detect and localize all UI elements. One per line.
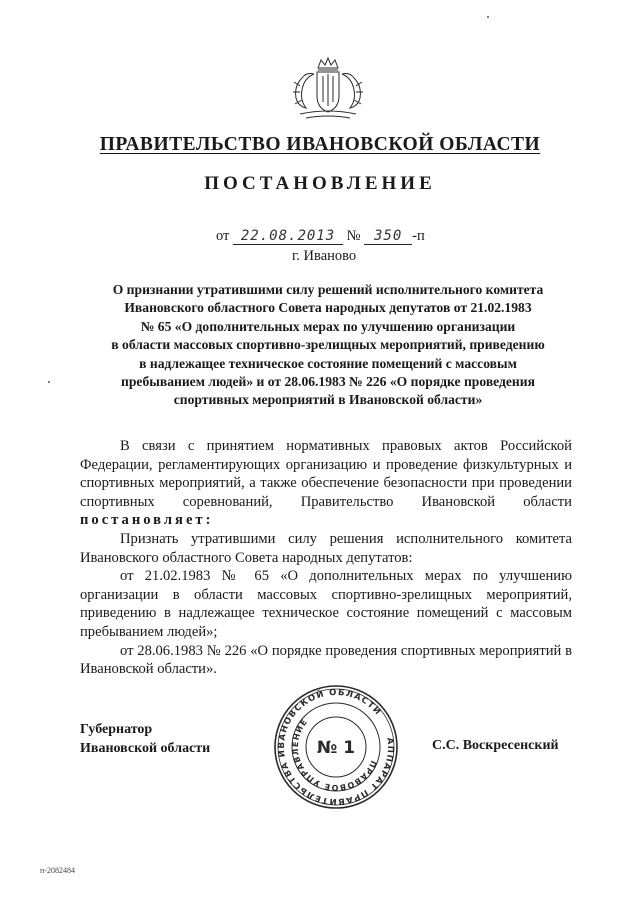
clause-intro-paragraph: Признать утратившими силу решения исполнительного комитета Ивановского областного Совета народных депутатов: xyxy=(80,530,572,566)
decree-word: постановляет: xyxy=(80,512,214,529)
heading-line: Ивановского областного Совета народных депутатов от 21.02.1983 xyxy=(124,300,532,316)
seal-outer-text: АППАРАТ ПРАВИТЕЛЬСТВА ИВАНОВСКОЙ ОБЛАСТИ xyxy=(276,687,396,807)
number-label: № xyxy=(346,228,361,244)
date-number-line xyxy=(216,228,425,245)
official-seal-stamp xyxy=(272,683,400,811)
government-title: ПРАВИТЕЛЬСТВО ИВАНОВСКОЙ ОБЛАСТИ xyxy=(99,134,541,155)
preamble-paragraph xyxy=(80,437,572,530)
seal-inner-text: ПРАВОВОЕ УПРАВЛЕНИЕ xyxy=(290,717,379,793)
resolution-heading xyxy=(78,281,578,410)
position-line-2: Ивановской области xyxy=(80,741,211,756)
heading-line: № 65 «О дополнительных мерах по улучшению организации xyxy=(140,318,516,334)
clause-2-paragraph: от 28.06.1983 № 226 «О порядке проведения спортивных мероприятий в Ивановской области». xyxy=(80,642,572,678)
footer-document-code: п-2082484 xyxy=(40,866,75,875)
scan-speck xyxy=(48,381,50,383)
coat-of-arms-emblem xyxy=(290,56,366,122)
heading-line: пребыванием людей» и от 28.06.1983 № 226 «О порядке проведения xyxy=(121,374,535,390)
governor-name: С.С. Воскресенский xyxy=(432,738,559,753)
position-line-1: Губернатор xyxy=(80,722,153,737)
heading-line: в надлежащее техническое состояние помещений с массовым xyxy=(139,355,517,371)
number-suffix: -п xyxy=(412,228,425,244)
heading-line: О признании утратившими силу решений исполнительного комитета xyxy=(112,282,544,297)
city-line: г. Иваново xyxy=(292,248,357,264)
handwritten-number: 350 xyxy=(364,229,412,245)
handwritten-date: 22.08.2013 xyxy=(233,229,343,245)
from-label: от xyxy=(216,228,230,244)
preamble-text: В связи с принятием нормативных правовых актов Российской Федерации, регламентирующих организацию и проведение физкультурных и спортивных мероприятий, а также обеспечение безопасности при проведении спортивных соревнований, Правительство Ивановской области xyxy=(80,438,572,510)
governor-position xyxy=(80,720,210,758)
seal-center-number: № 1 xyxy=(316,738,356,758)
document-type-title: ПОСТАНОВЛЕНИЕ xyxy=(204,173,436,194)
clause-1-paragraph: от 21.02.1983 № 65 «О дополнительных мерах по улучшению организации в области массовых спортивно-зрелищных мероприятий, приведению в надлежащее техническое состояние помещений с массовым пребыванием людей»; xyxy=(80,568,572,640)
resolution-body xyxy=(80,437,572,679)
heading-line: спортивных мероприятий в Ивановской области» xyxy=(173,392,483,408)
scan-speck xyxy=(487,16,489,18)
heading-line: в области массовых спортивно-зрелищных мероприятий, приведению xyxy=(111,337,545,353)
